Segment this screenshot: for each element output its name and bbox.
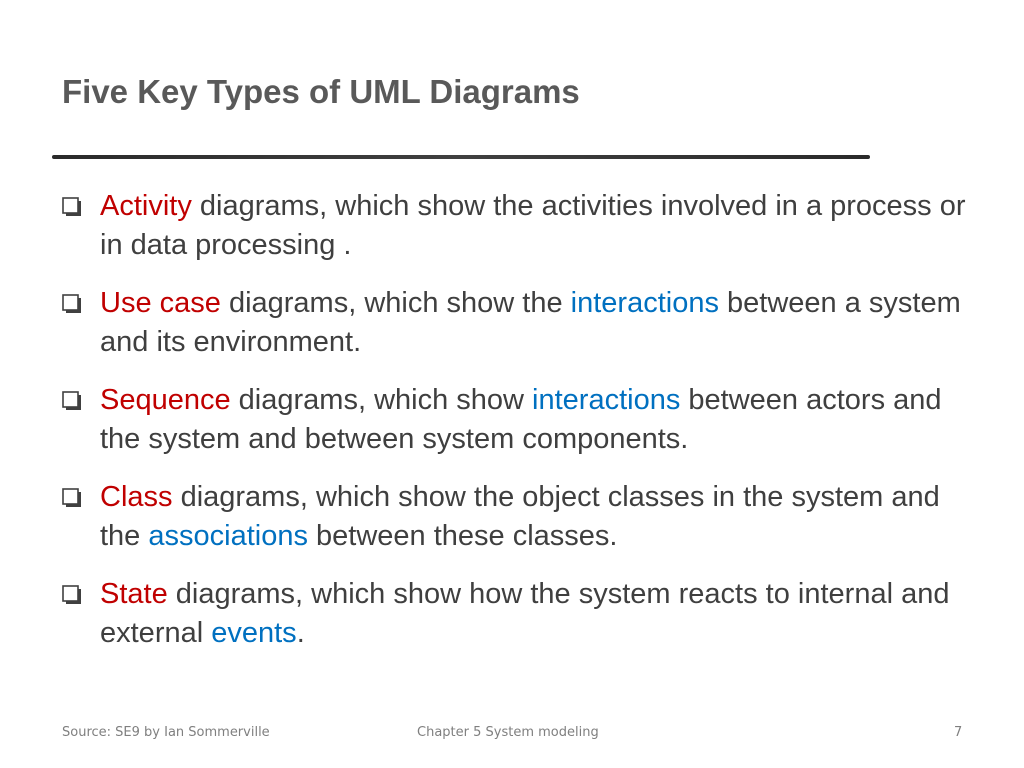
checkbox-square-icon: [62, 488, 82, 508]
diagram-type-term: State: [100, 578, 168, 610]
bullet-text: diagrams, which show how the system reacts to internal and external: [100, 578, 950, 649]
key-concept-term: interactions: [532, 384, 681, 416]
checkbox-square-icon: [62, 197, 82, 217]
bullet-item: [62, 381, 982, 459]
slide-title: Five Key Types of UML Diagrams: [62, 73, 580, 110]
bullet-item: [62, 575, 982, 653]
bullet-text: between actors and the system and between system components.: [100, 384, 942, 455]
checkbox-square-icon: [62, 585, 82, 605]
bullet-text: diagrams, which show: [230, 384, 533, 416]
bullet-text: .: [296, 617, 305, 649]
bullet-item: [62, 478, 982, 556]
diagram-type-term: Activity: [100, 190, 192, 222]
bullet-text: diagrams, which show the: [220, 287, 571, 319]
bullet-list: [62, 187, 982, 672]
bullet-text: between these classes.: [307, 520, 618, 552]
checkbox-square-icon: [62, 391, 82, 411]
bullet-item: [62, 187, 982, 265]
title-divider: [52, 155, 870, 159]
bullet-text: between a system and its environment.: [100, 287, 961, 358]
bullet-item: [62, 284, 982, 362]
footer-source: Source: SE9 by Ian Sommerville: [62, 725, 270, 740]
diagram-type-term: Class: [100, 481, 173, 513]
footer-page-number: 7: [954, 725, 963, 740]
diagram-type-term: Use case: [100, 287, 221, 319]
checkbox-square-icon: [62, 294, 82, 314]
footer-chapter: Chapter 5 System modeling: [417, 725, 599, 740]
bullet-text: diagrams, which show the activities involved in a process or in data processing .: [100, 190, 966, 261]
key-concept-term: associations: [148, 520, 308, 552]
bullet-text: diagrams, which show the object classes in the system and the: [100, 481, 940, 552]
key-concept-term: events: [211, 617, 297, 649]
diagram-type-term: Sequence: [100, 384, 231, 416]
key-concept-term: interactions: [570, 287, 719, 319]
